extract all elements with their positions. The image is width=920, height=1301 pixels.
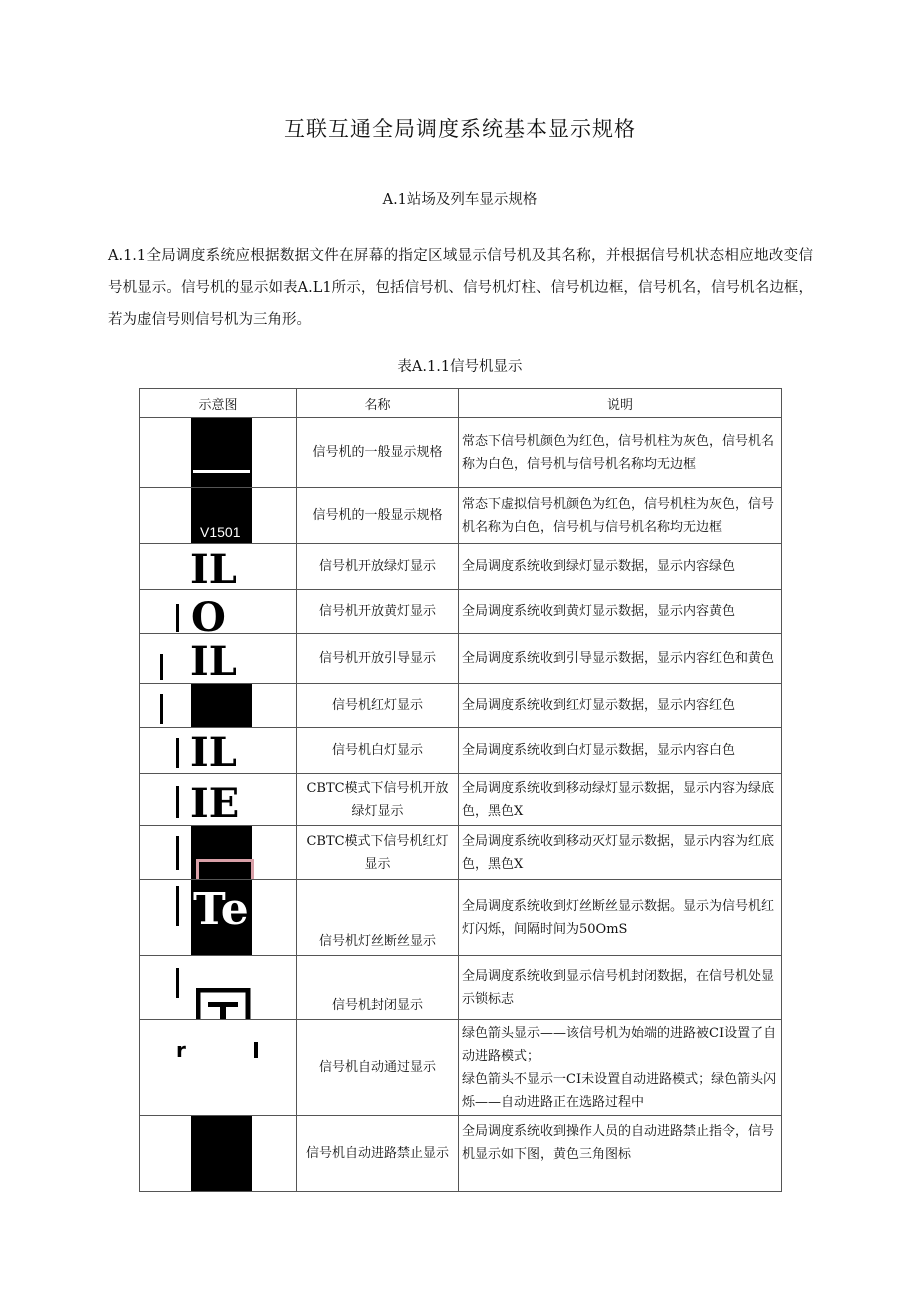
desc-cell: 全局调度系统收到引导显示数据，显示内容红色和黄色 xyxy=(459,634,782,684)
desc-cell: 全局调度系统收到灯丝断丝显示数据。显示为信号机红灯闪烁，间隔时间为50OmS xyxy=(459,880,782,956)
figure-cell xyxy=(140,418,297,488)
figure-cell xyxy=(140,728,297,774)
header-desc: 说明 xyxy=(459,389,782,418)
desc-cell: 全局调度系统收到操作人员的自动进路禁止指令，信号机显示如下图，黄色三角图标 xyxy=(459,1116,782,1192)
desc-cell: 常态下信号机颜色为红色，信号机柱为灰色，信号机名称为白色，信号机与信号机名称均无边框 xyxy=(459,418,782,488)
desc-cell: 全局调度系统收到显示信号机封闭数据，在信号机处显示锁标志 xyxy=(459,956,782,1020)
name-cell: 信号机灯丝断丝显示 xyxy=(297,880,459,956)
table-row xyxy=(140,684,782,728)
desc-cell: 全局调度系统收到绿灯显示数据，显示内容绿色 xyxy=(459,544,782,590)
table-row xyxy=(140,774,782,826)
signal-post xyxy=(254,1042,258,1058)
name-cell: 信号机自动通过显示 xyxy=(297,1020,459,1116)
signal-post xyxy=(160,654,163,680)
table-row xyxy=(140,826,782,880)
desc-cell: 常态下虚拟信号机颜色为红色，信号机柱为灰色，信号机名称为白色，信号机与信号机名称均无边框 xyxy=(459,488,782,544)
yellow-signal-glyph: O xyxy=(191,594,226,634)
signal-post xyxy=(176,836,179,870)
desc-cell: 全局调度系统收到红灯显示数据，显示内容红色 xyxy=(459,684,782,728)
name-cell: 信号机自动进路禁止显示 xyxy=(297,1116,459,1192)
table-row xyxy=(140,880,782,956)
table-row xyxy=(140,590,782,634)
table-row xyxy=(140,418,782,488)
signal-post xyxy=(176,604,179,632)
signal-icon xyxy=(191,418,252,487)
desc-cell: 绿色箭头显示——该信号机为始端的进路被CI设置了自动进路模式； 绿色箭头不显示一CI未设置自动进路模式；绿色箭头闪烁——自动进路正在选路过程中 xyxy=(459,1020,782,1116)
figure-cell xyxy=(140,1116,297,1192)
header-name: 名称 xyxy=(297,389,459,418)
green-signal-glyph: IL xyxy=(190,546,237,590)
signal-post xyxy=(176,968,179,998)
section-heading: A.1站场及列车显示规格 xyxy=(382,192,538,208)
figure-cell xyxy=(140,488,297,544)
table-header-row xyxy=(140,389,782,418)
desc-cell: 全局调度系统收到黄灯显示数据，显示内容黄色 xyxy=(459,590,782,634)
name-cell: 信号机红灯显示 xyxy=(297,684,459,728)
name-cell: CBTC模式下信号机开放绿灯显示 xyxy=(297,774,459,826)
figure-cell xyxy=(140,774,297,826)
table-row xyxy=(140,956,782,1020)
name-cell: 信号机开放引导显示 xyxy=(297,634,459,684)
figure-cell xyxy=(140,826,297,880)
figure-cell xyxy=(140,684,297,728)
desc-cell: 全局调度系统收到移动绿灯显示数据，显示内容为绿底色，黑色X xyxy=(459,774,782,826)
signal-post xyxy=(176,786,179,818)
page-title: 互联互通全局调度系统基本显示规格 xyxy=(284,117,636,141)
name-cell: CBTC模式下信号机红灯显示 xyxy=(297,826,459,880)
signal-label: V1501 xyxy=(200,524,241,540)
auto-pass-glyph: r xyxy=(176,1038,186,1062)
signal-post xyxy=(176,738,179,768)
signal-post-line xyxy=(193,470,250,473)
figure-cell xyxy=(140,1020,297,1116)
header-figure: 示意图 xyxy=(140,389,297,418)
table-row xyxy=(140,544,782,590)
figure-cell xyxy=(140,634,297,684)
signal-post xyxy=(176,886,179,926)
name-cell: 信号机开放绿灯显示 xyxy=(297,544,459,590)
red-signal-icon xyxy=(191,684,252,727)
figure-cell xyxy=(140,880,297,956)
signal-post xyxy=(160,694,163,724)
auto-route-forbid-signal-icon xyxy=(191,1116,252,1191)
table-row xyxy=(140,728,782,774)
table-caption: 表A.1.1信号机显示 xyxy=(397,359,523,375)
table-row xyxy=(140,634,782,684)
table-row xyxy=(140,1020,782,1116)
table-row xyxy=(140,1116,782,1192)
guide-signal-glyph: IL xyxy=(190,638,237,684)
filament-glyph: Te xyxy=(193,884,249,935)
figure-cell xyxy=(140,956,297,1020)
desc-cell: 全局调度系统收到移动灭灯显示数据，显示内容为红底色，黑色X xyxy=(459,826,782,880)
cbtc-x-box xyxy=(196,859,254,880)
name-cell: 信号机的一般显示规格 xyxy=(297,418,459,488)
name-cell: 信号机封闭显示 xyxy=(297,956,459,1020)
cbtc-green-signal-glyph: IE xyxy=(190,780,240,826)
white-signal-glyph: IL xyxy=(190,729,237,774)
table-row xyxy=(140,488,782,544)
body-paragraph: A.1.1全局调度系统应根据数据文件在屏幕的指定区域显示信号机及其名称，并根据信号机状态相应地改变信号机显示。信号机的显示如表A.L1所示，包括信号机、信号机灯柱、信号机边框，信号机名，信号机名边框，若为虚信号则信号机为三角形。 xyxy=(108,248,813,328)
figure-cell xyxy=(140,590,297,634)
name-cell: 信号机的一般显示规格 xyxy=(297,488,459,544)
name-cell: 信号机白灯显示 xyxy=(297,728,459,774)
figure-cell xyxy=(140,544,297,590)
name-cell: 信号机开放黄灯显示 xyxy=(297,590,459,634)
lock-icon xyxy=(196,988,252,1020)
signal-display-table xyxy=(139,388,782,1192)
desc-cell: 全局调度系统收到白灯显示数据，显示内容白色 xyxy=(459,728,782,774)
